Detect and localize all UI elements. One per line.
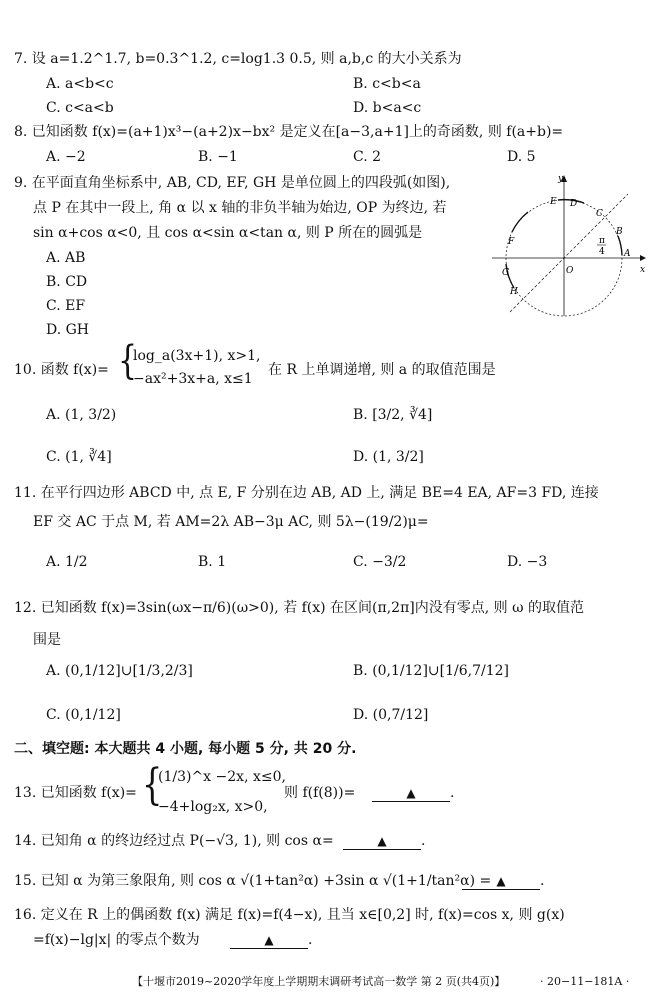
q10-option-b: B. [3/2, ∛4] [353, 407, 433, 423]
answer-mark-icon: ▲ [264, 933, 274, 947]
q11-option-a: A. 1/2 [46, 554, 88, 570]
q8-option-c: C. 2 [353, 149, 382, 165]
q10-brace: { [118, 338, 138, 385]
q10-suffix: 在 R 上单调递增, 则 a 的取值范围是 [268, 362, 496, 378]
q15-text: 15. 已知 α 为第三象限角, 则 cos α √(1+tan²α) +3sin α √(1+1/tan²α) = [14, 873, 492, 889]
figure-axis-x: x [640, 265, 646, 275]
answer-mark-icon: ▲ [406, 786, 416, 800]
q7-option-c: C. c<a<b [46, 100, 114, 116]
q7-option-d: D. b<a<c [353, 100, 422, 116]
q11-option-b: B. 1 [198, 554, 227, 570]
q10-option-c: C. (1, ∛4] [46, 449, 112, 465]
q12-option-a: A. (0,1/12]∪[1/3,2/3] [46, 663, 193, 679]
figure-point-c: C [596, 209, 603, 219]
figure-point-a: A [624, 249, 631, 259]
q11-option-c: C. −3/2 [353, 554, 407, 570]
q14-text: 14. 已知角 α 的终边经过点 P(−√3, 1), 则 cos α= [14, 833, 334, 849]
figure-point-h: H [510, 287, 518, 297]
q16-line1: 16. 定义在 R 上的偶函数 f(x) 满足 f(x)=f(4−x), 且当 x∈[0,2] 时, f(x)=cos x, 则 g(x) [14, 907, 565, 923]
q10-option-d: D. (1, 3/2] [353, 449, 424, 465]
figure-point-f: F [508, 237, 515, 247]
q16-answer-blank[interactable]: ▲ . [230, 933, 312, 948]
q11-option-d: D. −3 [507, 554, 548, 570]
q7-option-b: B. c<b<a [353, 76, 421, 92]
q8-option-a: A. −2 [46, 149, 86, 165]
q7-option-a: A. a<b<c [46, 76, 114, 92]
q9-line2: 点 P 在其中一段上, 角 α 以 x 轴的非负半轴为始边, OP 为终边, 若 [33, 200, 447, 216]
q13-answer-blank[interactable]: ▲ . [372, 786, 454, 801]
q7-stem: 7. 设 a=1.2^1.7, b=0.3^1.2, c=log1.3 0.5, 则 a,b,c 的大小关系为 [14, 51, 462, 67]
q8-option-b: B. −1 [198, 149, 238, 165]
q9-option-c: C. EF [46, 298, 86, 314]
q16-line2: =f(x)−lg|x| 的零点个数为 [33, 932, 200, 948]
q15-answer-blank[interactable]: ▲ . [462, 874, 544, 889]
figure-origin: O [566, 266, 574, 276]
figure-angle-den: 4 [599, 247, 605, 257]
q10-option-a: A. (1, 3/2) [46, 407, 117, 423]
q13-case2: −4+log₂x, x>0, [158, 799, 268, 815]
figure-angle-num: π [599, 236, 605, 246]
q11-line2: EF 交 AC 于点 M, 若 AM=2λ AB−3μ AC, 则 5λ−(19/2)μ= [33, 514, 429, 530]
q10-case1: log_a(3x+1), x>1, [133, 348, 261, 364]
footer-left: 【十堰市2019~2020学年度上学期期末调研考试高一数学 第 2 页(共4页)】 [132, 975, 506, 988]
figure-point-b: B [616, 227, 623, 237]
answer-mark-icon: ▲ [377, 834, 387, 848]
q12-option-d: D. (0,7/12] [353, 707, 429, 723]
q10-prefix: 10. 函数 f(x)= [14, 362, 109, 378]
q12-option-c: C. (0,1/12] [46, 707, 121, 723]
figure-axis-y: y [558, 174, 564, 184]
figure-point-e: E [550, 197, 557, 207]
q9-option-b: B. CD [46, 274, 88, 290]
unit-circle-figure [488, 172, 648, 320]
figure-point-d: D [570, 199, 578, 209]
q14-answer-blank[interactable]: ▲ . [343, 834, 425, 849]
q9-line3: sin α+cos α<0, 且 cos α<sin α<tan α, 则 P 所在的圆弧是 [33, 225, 423, 241]
q12-line1: 12. 已知函数 f(x)=3sin(ωx−π/6)(ω>0), 若 f(x) 在区间(π,2π]内没有零点, 则 ω 的取值范 [14, 600, 584, 616]
q9-option-a: A. AB [46, 250, 86, 266]
figure-point-g: G [502, 268, 510, 278]
q12-line2: 围是 [33, 632, 61, 648]
footer-right: · 20−11−181A · [540, 975, 630, 988]
q10-case2: −ax²+3x+a, x≤1 [133, 371, 253, 387]
q11-line1: 11. 在平行四边形 ABCD 中, 点 E, F 分别在边 AB, AD 上, 满足 BE=4 EA, AF=3 FD, 连接 [14, 485, 599, 501]
q13-prefix: 13. 已知函数 f(x)= [14, 785, 137, 801]
answer-mark-icon: ▲ [496, 874, 506, 888]
q9-option-d: D. GH [46, 322, 90, 338]
q12-option-b: B. (0,1/12]∪[1/6,7/12] [353, 663, 509, 679]
q13-brace: { [142, 758, 163, 810]
q8-option-d: D. 5 [507, 149, 536, 165]
q9-line1: 9. 在平面直角坐标系中, AB, CD, EF, GH 是单位圆上的四段弧(如图), [14, 175, 451, 191]
q13-suffix: 则 f(f(8))= [284, 785, 356, 801]
q13-case1: (1/3)^x −2x, x≤0, [158, 769, 286, 785]
section-fill-in-heading: 二、填空题: 本大题共 4 小题, 每小题 5 分, 共 20 分. [14, 741, 357, 757]
q8-stem: 8. 已知函数 f(x)=(a+1)x³−(a+2)x−bx² 是定义在[a−3,a+1]上的奇函数, 则 f(a+b)= [14, 124, 564, 140]
